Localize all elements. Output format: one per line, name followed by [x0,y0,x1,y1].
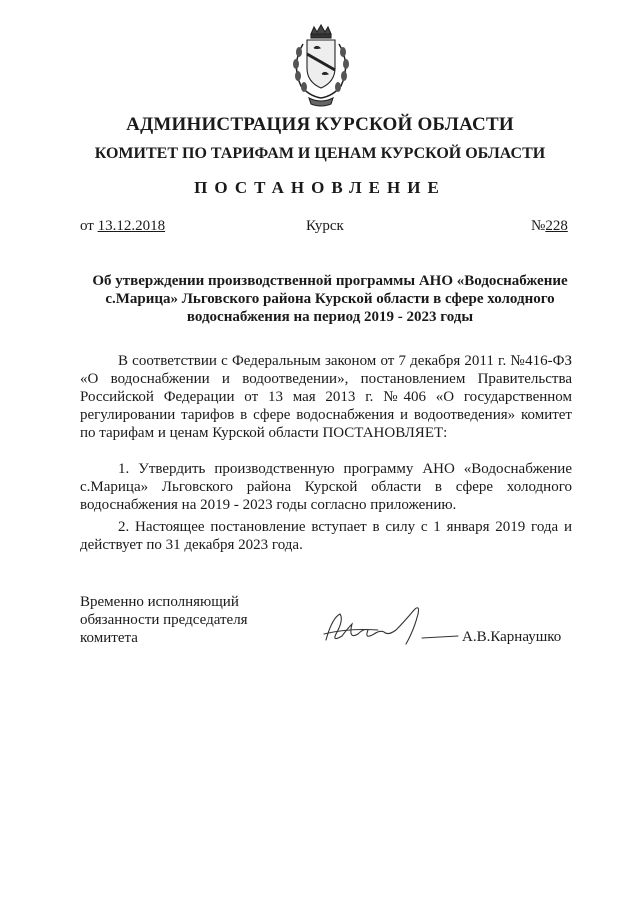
administration-heading: АДМИНИСТРАЦИЯ КУРСКОЙ ОБЛАСТИ [126,114,514,135]
signer-name: А.В.Карнаушко [462,629,562,645]
document-body [80,352,572,554]
signer-position [80,593,248,647]
date-value: 13.12.2018 [97,218,166,234]
signer-position-line: обязанности председателя [80,612,248,628]
committee-heading: КОМИТЕТ ПО ТАРИФАМ И ЦЕНАМ КУРСКОЙ ОБЛАСТИ [94,145,546,162]
handwritten-signature [318,600,468,652]
number-prefix: № [531,218,546,234]
item-1-paragraph: 1. Утвердить производственную программу АНО «Водоснабжение с.Марица» Льговского района Курской области в сфере холодного водоснабжения на 2019 - 2023 годы согласно приложению. [80,461,572,513]
signer-position-line: Временно исполняющий [80,594,239,610]
date-prefix: от [80,218,98,234]
document-title: Об утверждении производственной программы АНО «Водоснабжение с.Марица» Льговского района Курской области в сфере холодного водоснабжения на период 2019 - 2023 годы [92,273,568,325]
document-date [80,218,165,235]
item-2-paragraph: 2. Настоящее постановление вступает в силу с 1 января 2019 года и действует по 31 декабря 2023 года. [80,519,572,553]
document-number [531,218,568,235]
document-city: Курск [306,218,344,234]
preamble-paragraph: В соответствии с Федеральным законом от 7 декабря 2011 г. №416-ФЗ «О водоснабжении и водоотведении», постановлением Правительства Российской Федерации от 13 мая 2013 г. №406 «О государственном регулировании тарифов в сфере водоснабжения и водоотведения» комитет по тарифам и ценам Курской области ПОСТАНОВЛЯЕТ: [80,353,572,441]
document-type-heading: ПОСТАНОВЛЕНИЕ [194,178,446,197]
signer-position-line: комитета [80,630,138,646]
number-value: 228 [545,218,568,234]
coat-of-arms-icon [287,24,355,108]
